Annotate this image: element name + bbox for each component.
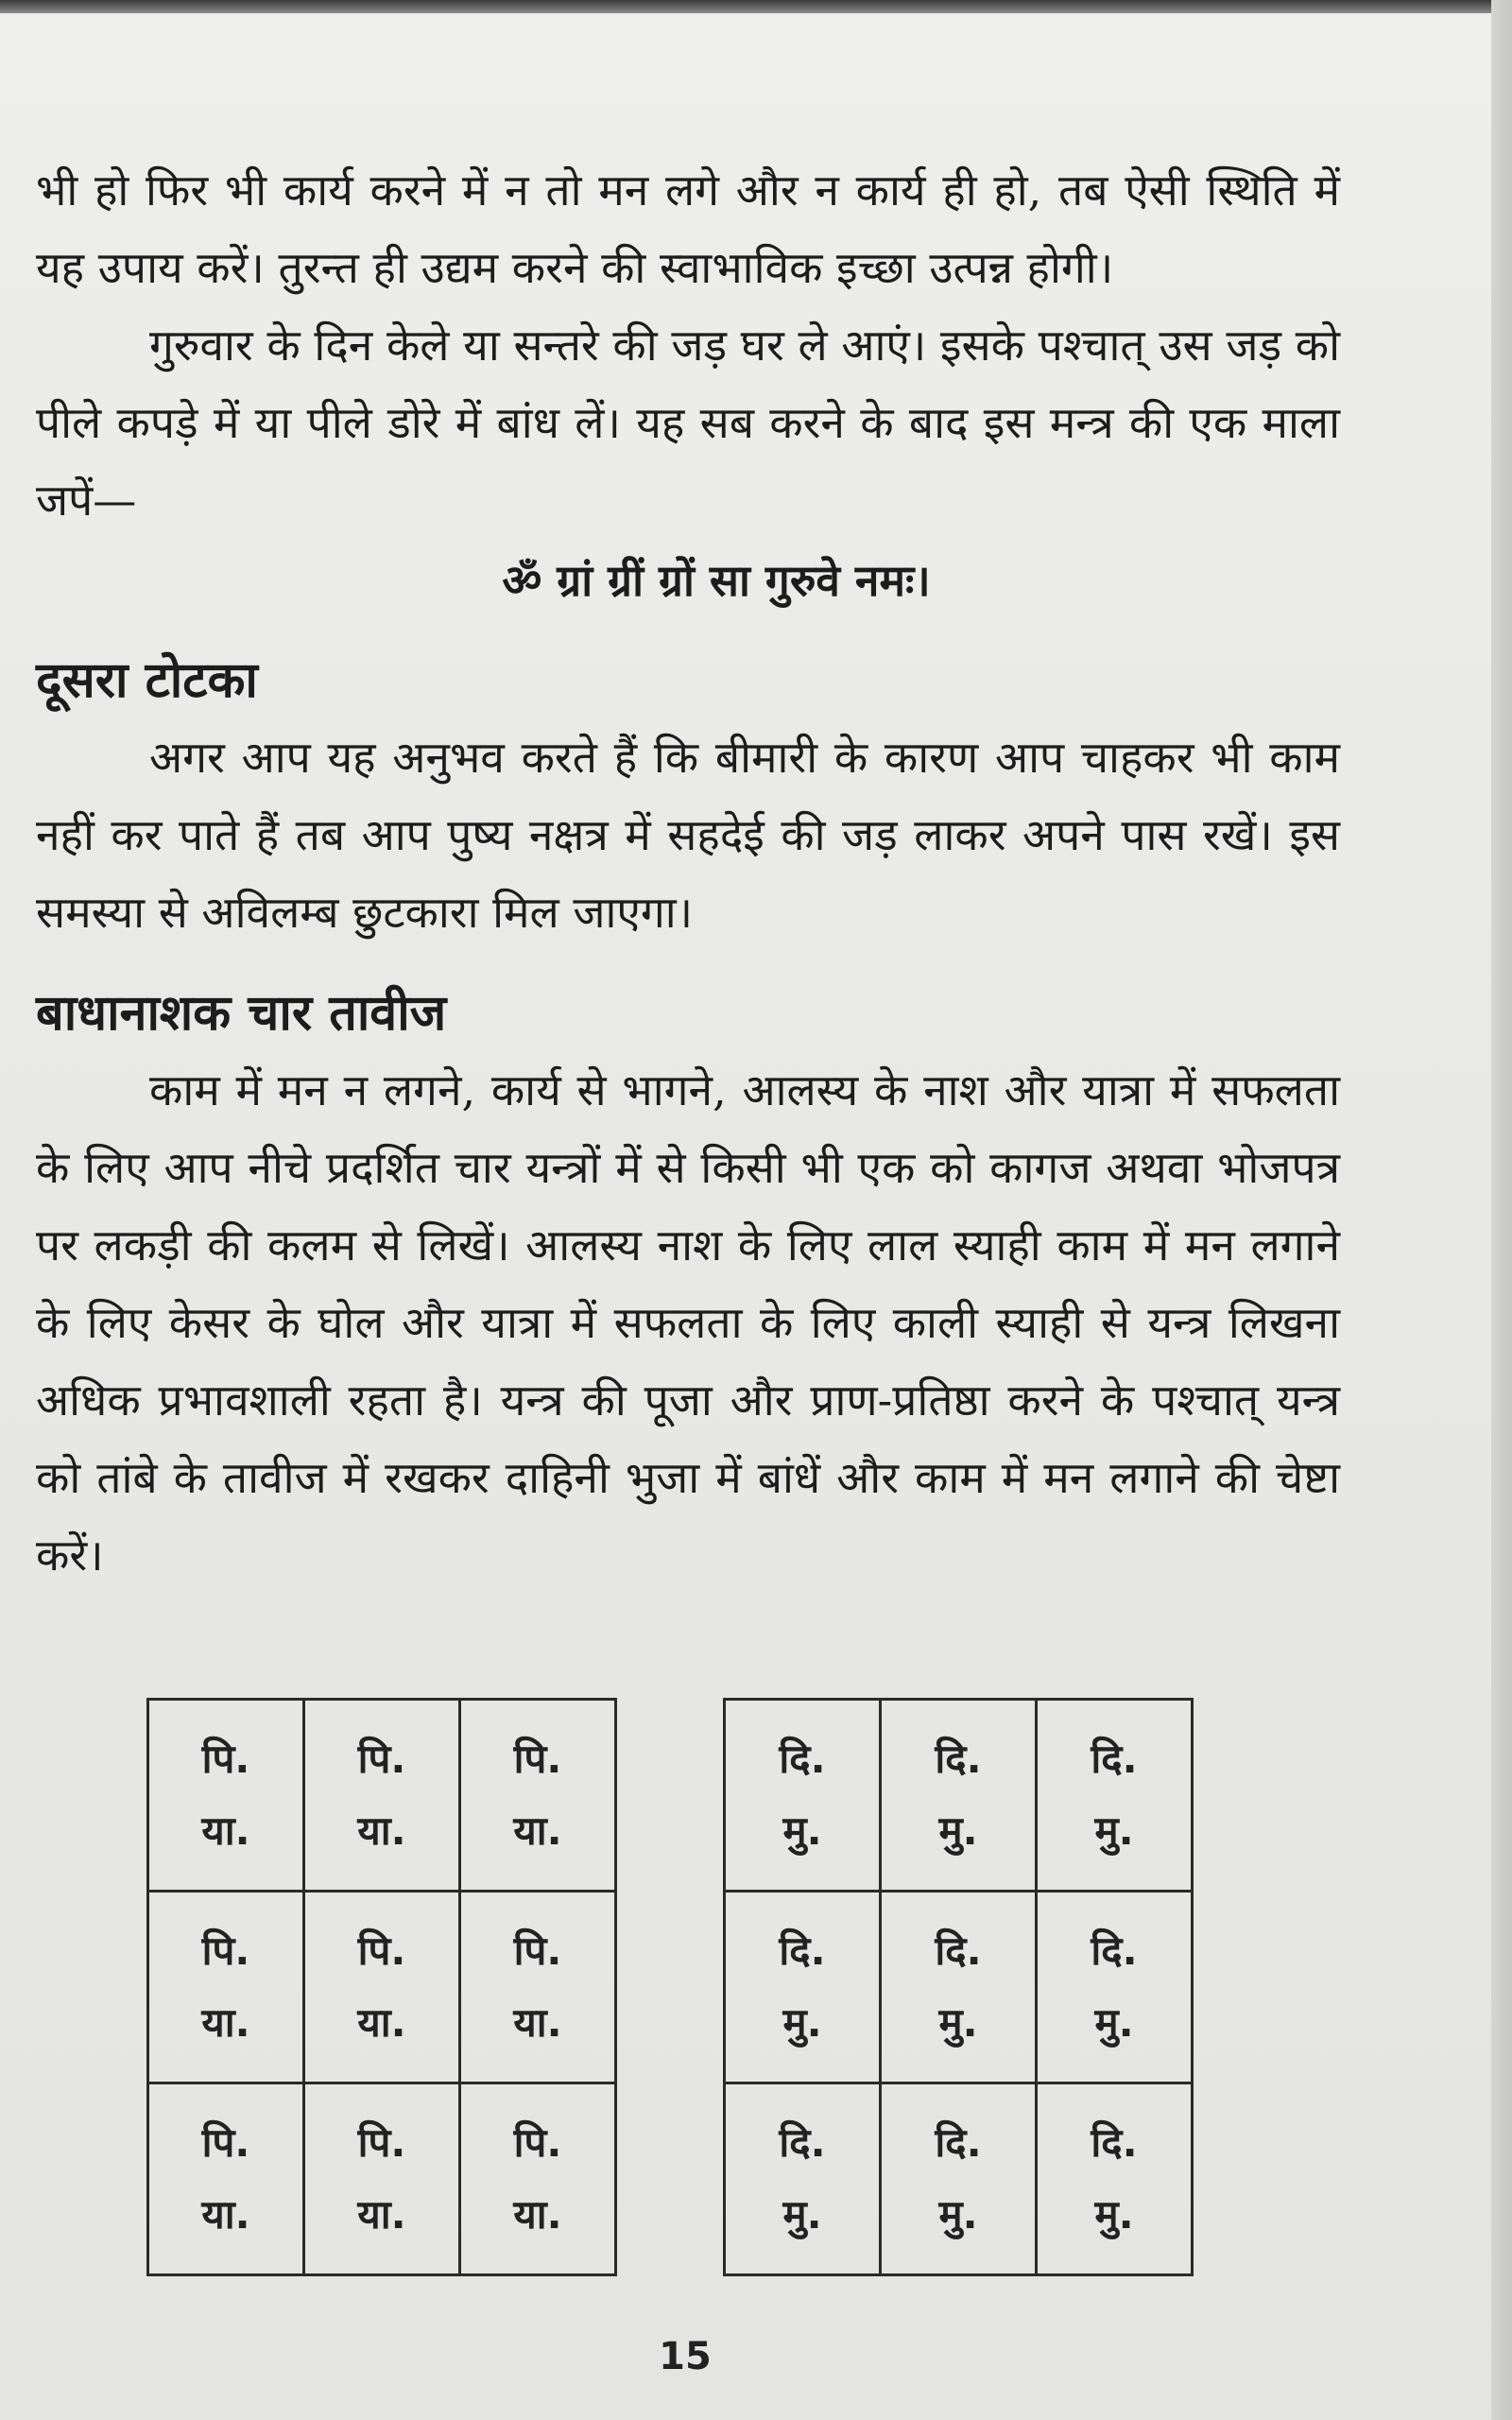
yantra-syllable: पि. [513,1736,562,1782]
remedy-paragraph: गुरुवार के दिन केले या सन्तरे की जड़ घर ले आएं। इसके पश्चात् उस जड़ को पीले कपड़े में या पीले डोरे में बांध लें। यह सब करने के बाद इस मन्त्र की एक माला जपें— [36,320,1340,526]
yantra-syllable: या. [357,1999,406,2046]
yantra-syllable: मु. [782,1999,822,2046]
yantra-cell [1037,1700,1193,1892]
yantra-syllable: दि. [935,1927,982,1974]
yantra-cell [725,1700,881,1892]
yantra-syllable: दि. [1091,2119,1138,2166]
yantra-cell [148,1892,304,2083]
yantra-cell [460,2083,616,2275]
yantra-syllable: मु. [1094,1999,1134,2046]
section-heading-talismans: बाधानाशक चार तावीज [36,985,447,1042]
yantra-row [725,1700,1193,1892]
yantra-row [148,2083,616,2275]
yantra-cell [304,2083,460,2275]
top-shadow [0,0,1512,13]
yantra-cell [881,1700,1037,1892]
yantra-syllable: दि. [779,1927,826,1974]
yantra-syllable: या. [357,2191,406,2238]
yantra-syllable: दि. [1091,1736,1138,1782]
talismans-paragraph: काम में मन न लगने, कार्य से भागने, आलस्य के नाश और यात्रा में सफलता के लिए आप नीचे प्रदर्शित चार यन्त्रों में से किसी भी एक को कागज अथवा भोजपत्र पर लकड़ी की कलम से लिखें। आलस्य नाश के लिए लाल स्याही काम में मन लगाने के लिए केसर के घोल और यात्रा में सफलता के लिए काली स्याही से यन्त्र लिखना अधिक प्रभावशाली रहता है। यन्त्र की पूजा और प्राण-प्रतिष्ठा करने के पश्चात् यन्त्र को तांबे के तावीज में रखकर दाहिनी भुजा में बांधें और काम में मन लगाने की चेष्टा करें। [36,1064,1340,1581]
page-content [36,151,1340,1594]
yantra-syllable: दि. [1091,1927,1138,1974]
yantra-syllable: पि. [513,2119,562,2166]
yantra-row [148,1700,616,1892]
yantra-row [148,1892,616,2083]
yantra-cell [725,2083,881,2275]
yantra-syllable: मु. [938,1999,978,2046]
yantra-syllable: पि. [201,1736,250,1782]
yantra-cell [725,1892,881,2083]
page-edge [1491,0,1512,2420]
yantra-syllable: मु. [938,2191,978,2238]
yantra-syllable: पि. [357,1927,406,1974]
yantra-syllable: दि. [935,2119,982,2166]
yantra-syllable: या. [201,1999,250,2046]
yantra-syllable: या. [201,2191,250,2238]
yantra-syllable: मु. [782,1807,822,1854]
yantra-cell [881,2083,1037,2275]
yantra-syllable: मु. [938,1807,978,1854]
yantra-syllable: या. [513,2191,562,2238]
yantra-syllable: या. [513,1999,562,2046]
yantra-syllable: मु. [782,2191,822,2238]
yantra-cell [1037,1892,1193,2083]
yantra-cell [148,2083,304,2275]
yantra-syllable: मु. [1094,2191,1134,2238]
yantra-syllable: पि. [357,2119,406,2166]
yantra-syllable: पि. [357,1736,406,1782]
yantra-cell [304,1700,460,1892]
yantra-syllable: दि. [779,1736,826,1782]
second-remedy-paragraph: अगर आप यह अनुभव करते हैं कि बीमारी के कारण आप चाहकर भी काम नहीं कर पाते हैं तब आप पुष्य नक्षत्र में सहदेई की जड़ लाकर अपने पास रखें। इस समस्या से अविलम्ब छुटकारा मिल जाएगा। [36,732,1340,938]
yantra-grid-right [723,1698,1194,2276]
yantra-cell [1037,2083,1193,2275]
section-heading-second-remedy: दूसरा टोटका [36,652,258,709]
intro-paragraph: भी हो फिर भी कार्य करने में न तो मन लगे और न कार्य ही हो, तब ऐसी स्थिति में यह उपाय करें। तुरन्त ही उद्यम करने की स्वाभाविक इच्छा उत्पन्न होगी। [36,164,1340,293]
yantra-syllable: दि. [779,2119,826,2166]
yantra-row [725,1892,1193,2083]
yantra-syllable: पि. [201,2119,250,2166]
page-number: 15 [659,2335,712,2378]
yantra-syllable: या. [513,1807,562,1854]
yantra-cell [460,1892,616,2083]
yantra-row [725,2083,1193,2275]
yantra-grid-left [146,1698,617,2276]
yantra-cell [304,1892,460,2083]
yantra-cell [148,1700,304,1892]
yantra-syllable: या. [357,1807,406,1854]
yantra-syllable: या. [201,1807,250,1854]
mantra-line: ॐ ग्रां ग्रीं ग्रों सा गुरुवे नमः। [502,555,931,606]
yantra-syllable: पि. [513,1927,562,1974]
yantra-syllable: मु. [1094,1807,1134,1854]
yantra-cell [881,1892,1037,2083]
yantra-cell [460,1700,616,1892]
yantra-syllable: दि. [935,1736,982,1782]
yantra-syllable: पि. [201,1927,250,1974]
